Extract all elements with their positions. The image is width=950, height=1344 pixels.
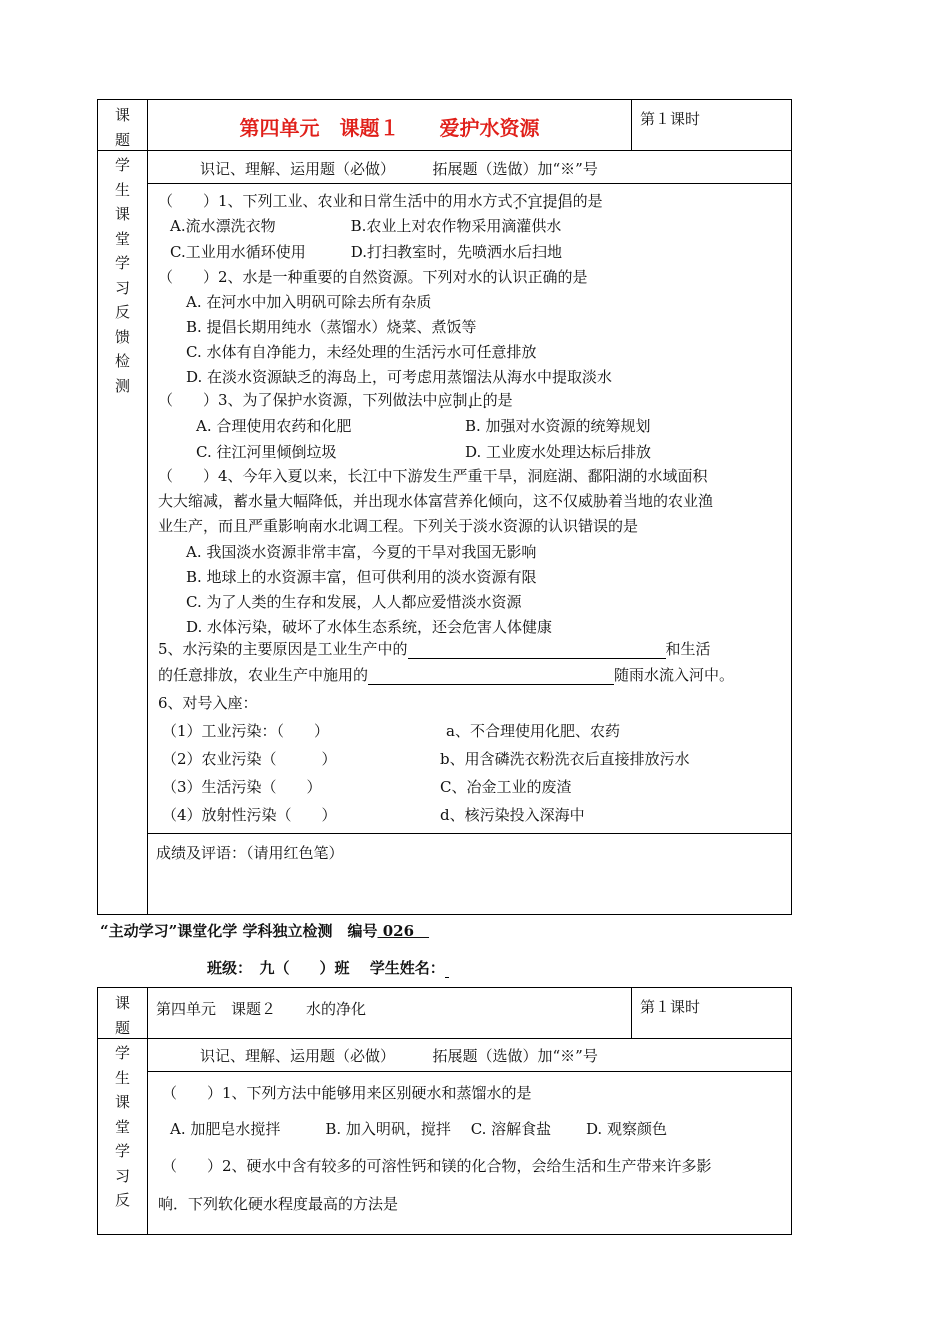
grade-row xyxy=(148,833,791,914)
side-label-char: 堂 xyxy=(114,229,130,248)
body-row-2 xyxy=(98,1039,791,1235)
topic-row-2 xyxy=(98,988,791,1039)
side-label-char: 习 xyxy=(114,1166,130,1185)
period-label: 第１课时 xyxy=(631,100,791,150)
q5-text-4: 随雨水流入河中。 xyxy=(614,666,735,684)
content-column-2 xyxy=(148,1039,791,1235)
q2-option-c: C. 水体有自净能力，未经处理的生活污水可任意排放 xyxy=(186,343,537,361)
q1-options: A. 加肥皂水搅拌 B. 加入明矾，搅拌 C. 溶解食盐 D. 观察颜色 xyxy=(170,1120,667,1138)
q4-stem-2: 大大缩减，蓄水量大幅降低，并出现水体富营养化倾向，这不仅威胁着当地的农业渔 xyxy=(158,492,714,510)
instructions-row xyxy=(148,151,791,184)
topic-row-1 xyxy=(98,100,791,151)
header-title: “主动学习”课堂化学 学科独立检测 编号 xyxy=(100,922,378,940)
q2-option-a: A. 在河水中加入明矾可除去所有杂质 xyxy=(186,293,432,311)
side-label-char: 学 xyxy=(114,156,130,174)
side-label-char: 检 xyxy=(114,352,130,370)
q6-match-c: C、冶金工业的废渣 xyxy=(440,778,572,796)
side-label-char: 馈 xyxy=(114,327,130,346)
answer-blank[interactable] xyxy=(408,644,666,659)
topic-label-char: 课 xyxy=(114,994,130,1012)
side-label-char: 堂 xyxy=(114,1117,130,1136)
topic-label xyxy=(98,988,148,1038)
q5-line-1 xyxy=(158,638,711,659)
q4-stem-3: 业生产，而且严重影响南水北调工程。下列关于淡水资源的认识错误的是 xyxy=(158,517,639,535)
q3-option-c: C. 往江河里倾倒垃圾 xyxy=(196,443,337,461)
q2-option-b: B. 提倡长期用纯水（蒸馏水）烧菜、煮饭等 xyxy=(186,318,477,336)
worksheet-number: 026 xyxy=(377,922,430,940)
q1-options-cd: C.工业用水循环使用 D.打扫教室时，先喷洒水后扫地 xyxy=(170,243,562,261)
side-label-char: 反 xyxy=(114,303,130,321)
topic-label-char: 课 xyxy=(114,106,130,124)
q6-match-b: b、用含磷洗衣粉洗衣后直接排放污水 xyxy=(440,750,690,768)
topic-label xyxy=(98,100,148,150)
q1-text: （ ）1、下列工业、农业和日常生活中的用水方式 xyxy=(158,192,513,210)
q4-option-d: D. 水体污染，破坏了水体生态系统，还会危害人体健康 xyxy=(186,618,553,636)
q1-tail: 的是 xyxy=(572,192,603,210)
side-label-char: 生 xyxy=(114,180,130,199)
class-student-text: 班级： 九（ ）班 学生姓名： xyxy=(207,959,445,977)
q6-stem: 6、对号入座： xyxy=(158,694,258,712)
q5-text-3: 的任意排放，农业生产中施用的 xyxy=(158,666,369,684)
side-label-char: 学 xyxy=(114,1044,130,1062)
side-label-char: 课 xyxy=(114,205,130,223)
lesson-title: 第四单元 课题２ 水的净化 xyxy=(156,1000,367,1018)
q1-options-ab: A.流水漂洗衣物 B.农业上对农作物采用滴灌供水 xyxy=(170,217,562,235)
q3-tail: 的是 xyxy=(482,391,513,409)
q2-stem-1: （ ）2、硬水中含有较多的可溶性钙和镁的化合物，会给生活和生产带来许多影 xyxy=(162,1157,712,1175)
worksheet-table-1 xyxy=(97,99,792,915)
answer-blank[interactable] xyxy=(368,670,614,685)
q6-item-4: （4）放射性污染（ ） xyxy=(162,806,337,824)
q5-text-1: 5、水污染的主要原因是工业生产中的 xyxy=(158,640,408,658)
q2-stem-2: 响．下列软化硬水程度最高的方法是 xyxy=(158,1195,399,1213)
q3-text: （ ）3、为了保护水资源，下列做法中 xyxy=(158,391,438,409)
grade-label: 成绩及评语：（请用红色笔） xyxy=(156,844,344,862)
worksheet-header xyxy=(100,920,429,941)
side-label-char: 反 xyxy=(114,1191,130,1209)
q3-option-d: D. 工业废水处理达标后排放 xyxy=(465,443,652,461)
instructions-text: 识记、理解、运用题（必做） 拓展题（选做）加“※”号 xyxy=(200,160,598,178)
worksheet-table-2 xyxy=(97,987,792,1235)
q6-item-1: （1）工业污染：（ ） xyxy=(162,722,330,740)
period-label: 第１课时 xyxy=(631,988,791,1038)
q2-option-d: D. 在淡水资源缺乏的海岛上，可考虑用蒸馏法从海水中提取淡水 xyxy=(186,368,613,386)
class-student-line xyxy=(207,957,449,978)
side-label-char: 测 xyxy=(114,376,130,395)
lesson-title: 第四单元 课题１ 爱护水资源 xyxy=(239,116,540,140)
side-label-char: 学 xyxy=(114,254,130,272)
side-label xyxy=(98,1039,148,1235)
q3-option-b: B. 加强对水资源的统筹规划 xyxy=(465,417,651,435)
q4-option-a: A. 我国淡水资源非常丰富，今夏的干旱对我国无影响 xyxy=(186,543,537,561)
q3-stem xyxy=(158,389,513,410)
topic-label-char: 题 xyxy=(114,130,130,149)
q1-stem xyxy=(158,190,603,211)
q2-stem: （ ）2、水是一种重要的自然资源。下列对水的认识正确的是 xyxy=(158,268,588,286)
side-label-char: 习 xyxy=(114,278,130,297)
side-label-char: 课 xyxy=(114,1093,130,1111)
side-label-char: 学 xyxy=(114,1142,130,1160)
q5-line-2 xyxy=(158,664,734,685)
q5-text-2: 和生活 xyxy=(665,640,711,658)
q3-option-a: A. 合理使用农药和化肥 xyxy=(196,417,352,435)
side-label xyxy=(98,151,148,914)
student-name-blank[interactable] xyxy=(445,964,449,978)
q6-item-2: （2）农业污染（ ） xyxy=(162,750,337,768)
content-column-1 xyxy=(148,151,791,914)
q6-match-a: a、不合理使用化肥、农药 xyxy=(446,722,620,740)
q3-emphasis: 应制止 • • • • xyxy=(438,389,483,410)
q6-match-d: d、核污染投入深海中 xyxy=(440,806,585,824)
side-label-char: 生 xyxy=(114,1068,130,1087)
q6-item-3: （3）生活污染（ ） xyxy=(162,778,322,796)
q4-option-c: C. 为了人类的生存和发展，人人都应爱惜淡水资源 xyxy=(186,593,522,611)
topic-label-char: 题 xyxy=(114,1018,130,1037)
q1-emphasis: 不宜提倡 • • • • xyxy=(513,190,573,211)
q4-option-b: B. 地球上的水资源丰富，但可供利用的淡水资源有限 xyxy=(186,568,537,586)
body-row-1 xyxy=(98,151,791,914)
instructions-row xyxy=(148,1039,791,1072)
instructions-text: 识记、理解、运用题（必做） 拓展题（选做）加“※”号 xyxy=(200,1047,598,1065)
q4-stem-1: （ ）4、今年入夏以来，长江中下游发生严重干旱，洞庭湖、鄱阳湖的水域面积 xyxy=(158,467,708,485)
q1-stem: （ ）1、下列方法中能够用来区别硬水和蒸馏水的是 xyxy=(162,1084,532,1102)
